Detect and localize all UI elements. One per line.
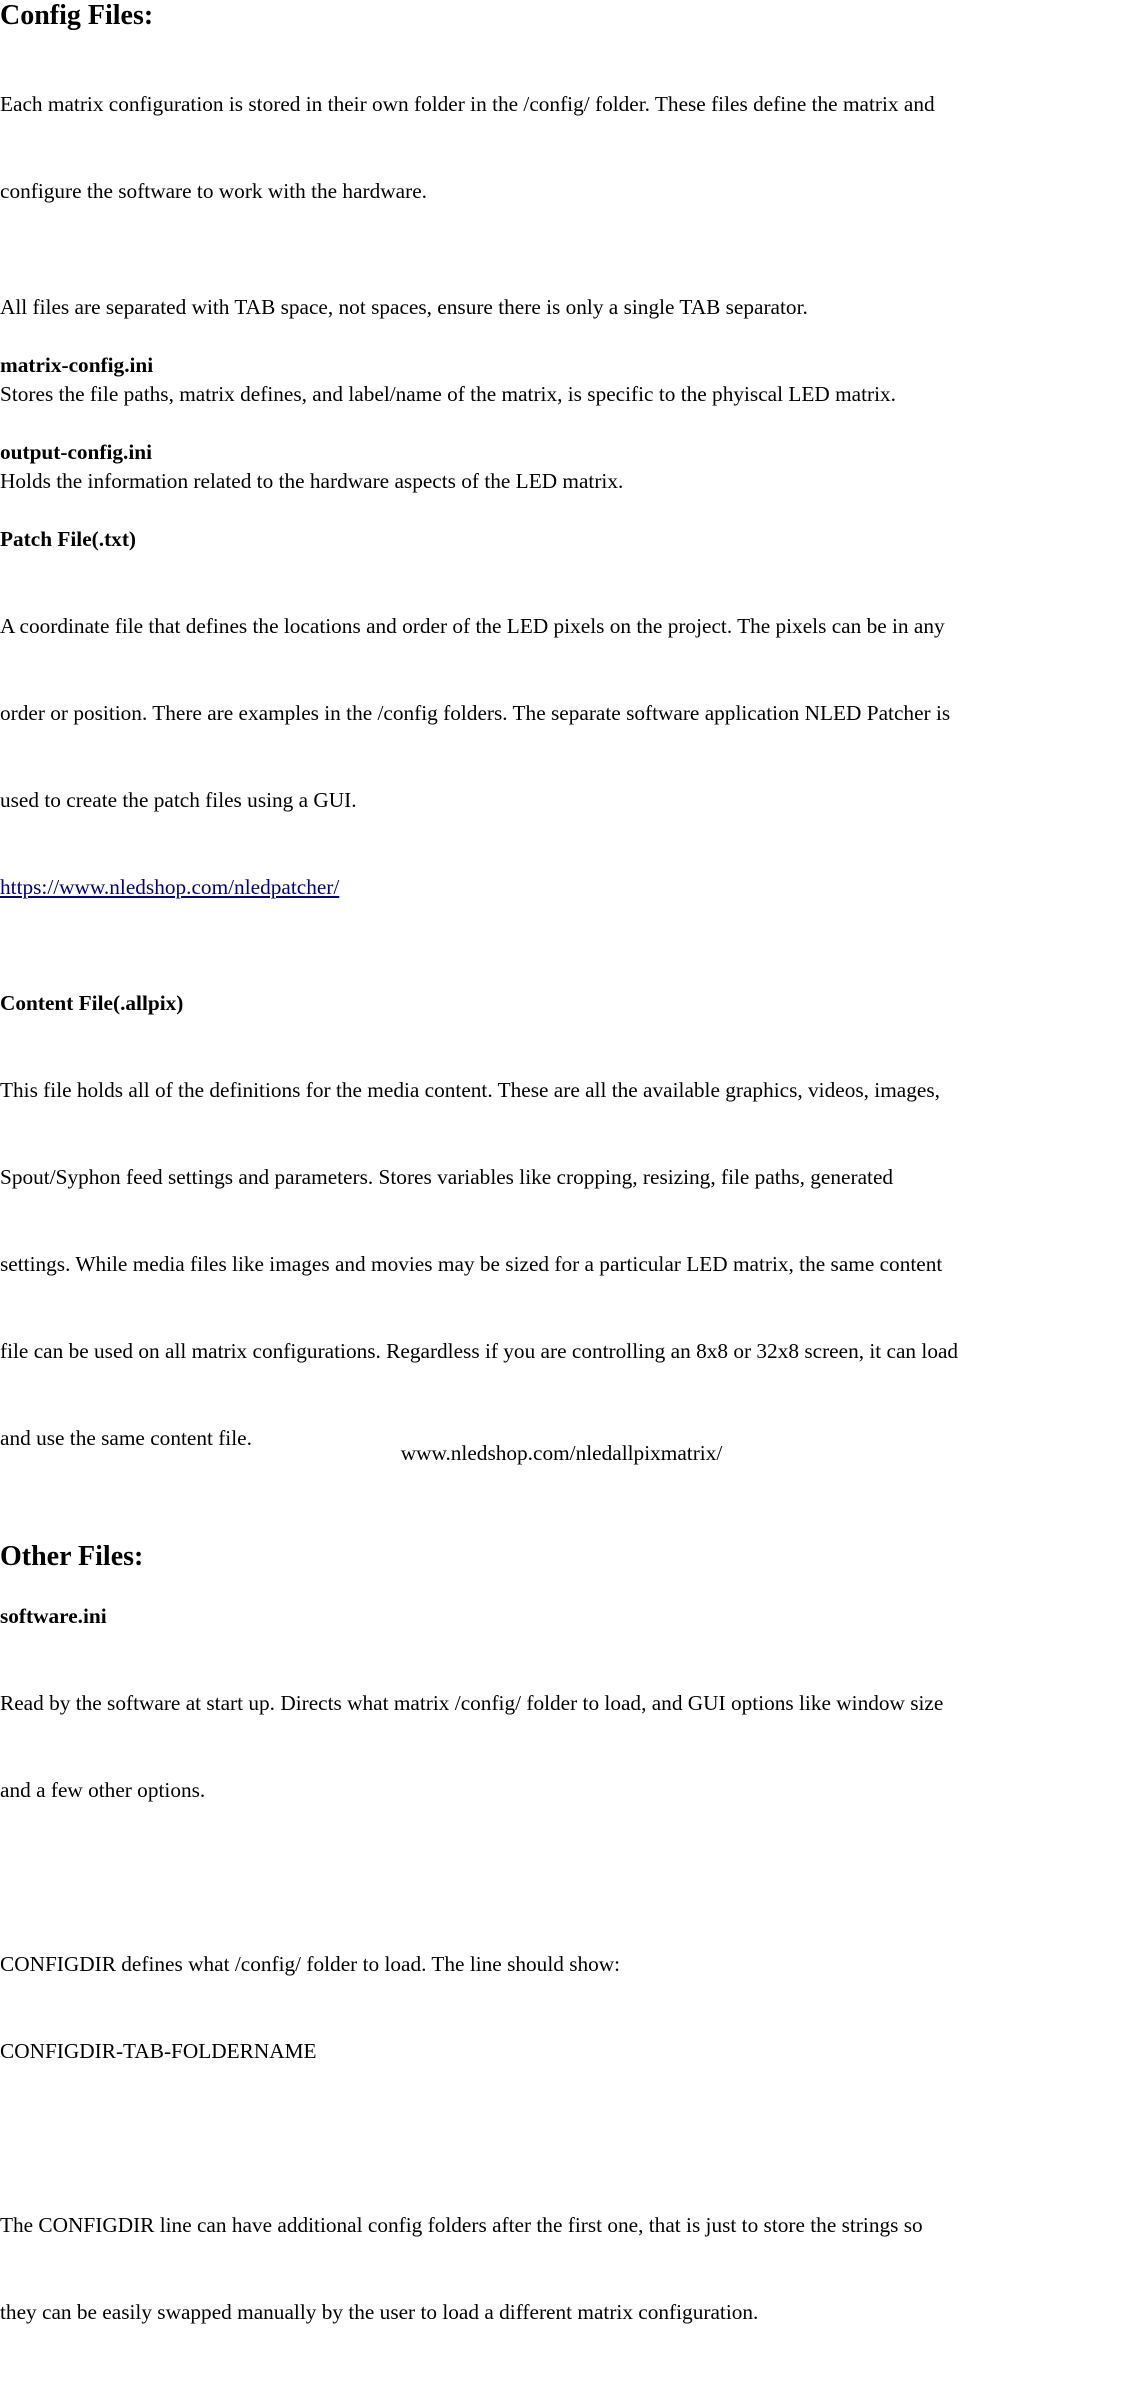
- text-line: Each matrix configuration is stored in their own folder in the /config/ folder. These files define the matrix and: [0, 92, 935, 116]
- content-file-description: [0, 1018, 1123, 1511]
- content-file-title: Content File(.allpix): [0, 991, 184, 1015]
- software-ini-description: [0, 1631, 1123, 1863]
- configdir-description: [0, 1892, 1123, 2124]
- text-line: settings. While media files like images and movies may be sized for a particular LED matrix, the same content: [0, 1252, 943, 1276]
- text-line: and a few other options.: [0, 1778, 206, 1802]
- config-intro-paragraph: [0, 32, 1123, 264]
- text-line: and use the same content file.: [0, 1426, 252, 1450]
- matrix-config-description: Stores the file paths, matrix defines, and label/name of the matrix, is specific to the phyiscal LED matrix.: [0, 382, 896, 406]
- text-line: This file holds all of the definitions for the media content. These are all the available graphics, videos, images,: [0, 1078, 940, 1102]
- text-line: Spout/Syphon feed settings and parameters. Stores variables like cropping, resizing, file paths, generated: [0, 1165, 894, 1189]
- configdir-note: [0, 2153, 1123, 2385]
- config-files-heading: Config Files:: [0, 0, 154, 31]
- text-line: A coordinate file that defines the locations and order of the LED pixels on the project. The pixels can be in any: [0, 614, 945, 638]
- text-line: used to create the patch files using a GUI.: [0, 788, 357, 812]
- text-line: CONFIGDIR-TAB-FOLDERNAME: [0, 2039, 317, 2063]
- text-line: file can be used on all matrix configurations. Regardless if you are controlling an 8x8 or 32x8 screen, it can load: [0, 1339, 959, 1363]
- software-ini-title: software.ini: [0, 1604, 107, 1628]
- matrix-config-title: matrix-config.ini: [0, 353, 154, 377]
- text-line: The CONFIGDIR line can have additional config folders after the first one, that is just to store the strings so: [0, 2213, 923, 2237]
- nledpatcher-link[interactable]: https://www.nledshop.com/nledpatcher/: [0, 875, 340, 899]
- other-files-heading: Other Files:: [0, 1541, 144, 1572]
- patch-file-description: [0, 554, 1123, 960]
- output-config-title: output-config.ini: [0, 440, 153, 464]
- text-line: Read by the software at start up. Directs what matrix /config/ folder to load, and GUI options like window size: [0, 1691, 944, 1715]
- text-line: CONFIGDIR defines what /config/ folder to load. The line should show:: [0, 1952, 621, 1976]
- output-config-description: Holds the information related to the hardware aspects of the LED matrix.: [0, 469, 624, 493]
- text-line: configure the software to work with the hardware.: [0, 179, 427, 203]
- text-line: order or position. There are examples in the /config folders. The separate software application NLED Patcher is: [0, 701, 951, 725]
- tab-separator-note: All files are separated with TAB space, not spaces, ensure there is only a single TAB separator.: [0, 295, 808, 319]
- patch-file-title: Patch File(.txt): [0, 527, 137, 551]
- text-line: they can be easily swapped manually by the user to load a different matrix configuration.: [0, 2300, 759, 2324]
- page-footer-url: www.nledshop.com/nledallpixmatrix/: [400, 1441, 723, 1465]
